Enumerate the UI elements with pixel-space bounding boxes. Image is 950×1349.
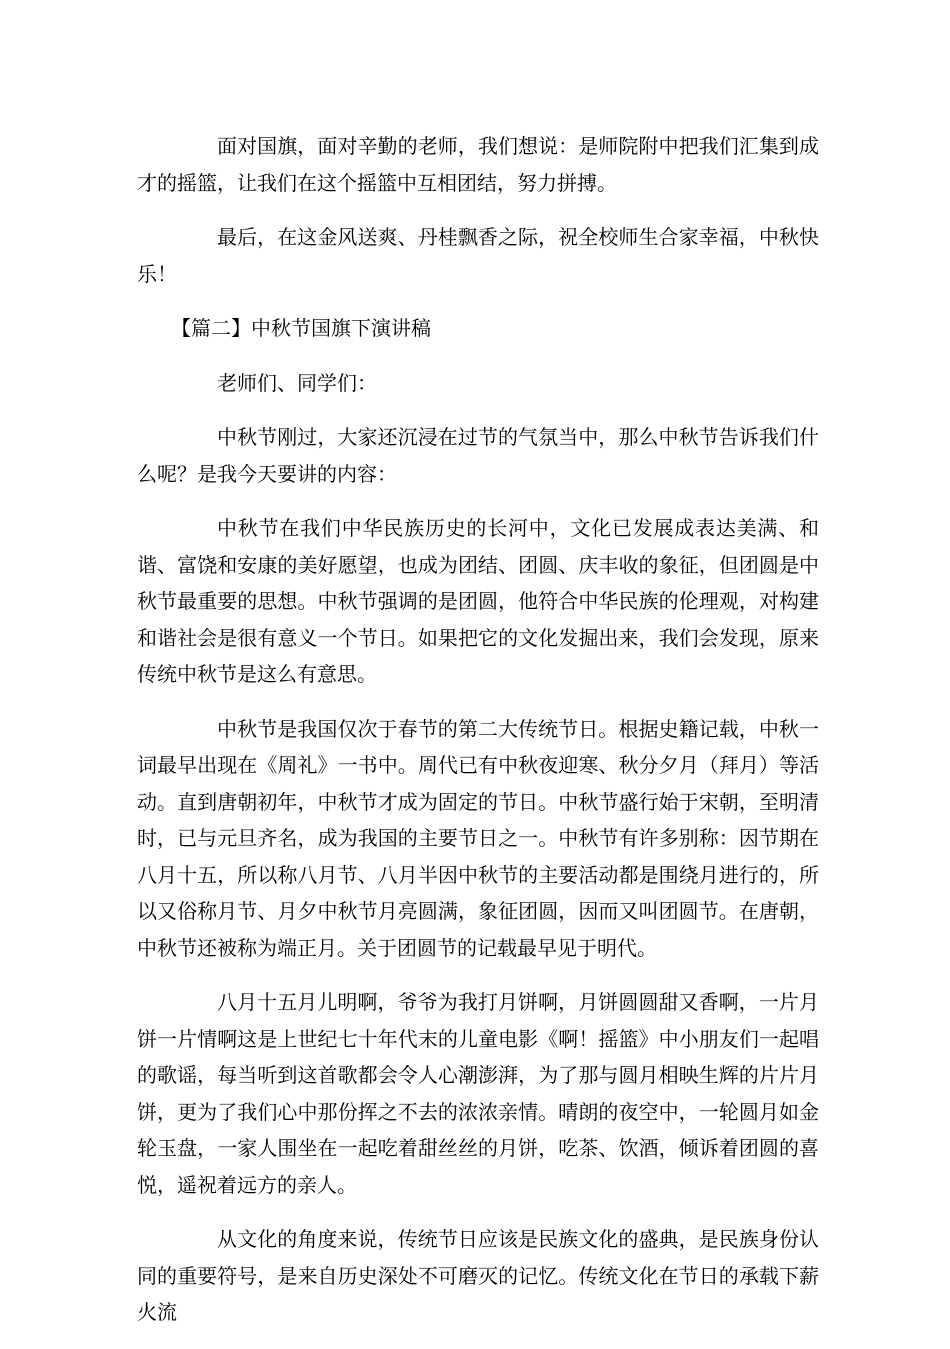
paragraph-salutation: 老师们、同学们： (217, 370, 377, 395)
document-body (137, 128, 819, 1349)
section-heading: 【篇二】中秋节国旗下演讲稿 (171, 316, 431, 340)
paragraph-meaning: 中秋节在我们中华民族历史的长河中，文化已发展成表达美满、和谐、富饶和安康的美好愿望，也成为团结、团圆、庆丰收的象征，但团圆是中秋节最重要的思想。中秋节强调的是团圆，他符合中华民族的伦理观，对构建和谐社会是很有意义一个节日。如果把它的文化发掘出来，我们会发现，原来传统中秋节是这么有意思。 (137, 516, 819, 686)
paragraph-closing-1: 面对国旗，面对辛勤的老师，我们想说：是师院附中把我们汇集到成才的摇篮，让我们在这个摇篮中互相团结，努力拼搏。 (137, 134, 819, 195)
paragraph-intro: 中秋节刚过，大家还沉浸在过节的气氛当中，那么中秋节告诉我们什么呢？是我今天要讲的内容： (137, 425, 819, 486)
paragraph-history: 中秋节是我国仅次于春节的第二大传统节日。根据史籍记载，中秋一词最早出现在《周礼》一书中。周代已有中秋夜迎寒、秋分夕月（拜月）等活动。直到唐朝初年，中秋节才成为固定的节日。中秋节盛行始于宋朝，至明清时，已与元旦齐名，成为我国的主要节日之一。中秋节有许多别称：因节期在八月十五，所以称八月节、八月半因中秋节的主要活动都是围绕月进行的，所以又俗称月节、月夕中秋节月亮圆满，象征团圆，因而又叫团圆节。在唐朝，中秋节还被称为端正月。关于团圆节的记载最早见于明代。 (137, 716, 819, 960)
paragraph-culture: 从文化的角度来说，传统节日应该是民族文化的盛典，是民族身份认同的重要符号，是来自历史深处不可磨灭的记忆。传统文化在节日的承载下薪火流 (137, 1227, 819, 1324)
paragraph-closing-2: 最后，在这金风送爽、丹桂飘香之际，祝全校师生合家幸福，中秋快乐！ (137, 225, 819, 286)
paragraph-song: 八月十五月儿明啊，爷爷为我打月饼啊，月饼圆圆甜又香啊，一片月饼一片情啊这是上世纪七十年代末的儿童电影《啊！摇篮》中小朋友们一起唱的歌谣，每当听到这首歌都会令人心潮澎湃，为了那与圆月相映生辉的片片月饼，更为了我们心中那份挥之不去的浓浓亲情。晴朗的夜空中，一轮圆月如金轮玉盘，一家人围坐在一起吃着甜丝丝的月饼，吃茶、饮酒，倾诉着团圆的喜悦，遥祝着远方的亲人。 (137, 990, 819, 1197)
